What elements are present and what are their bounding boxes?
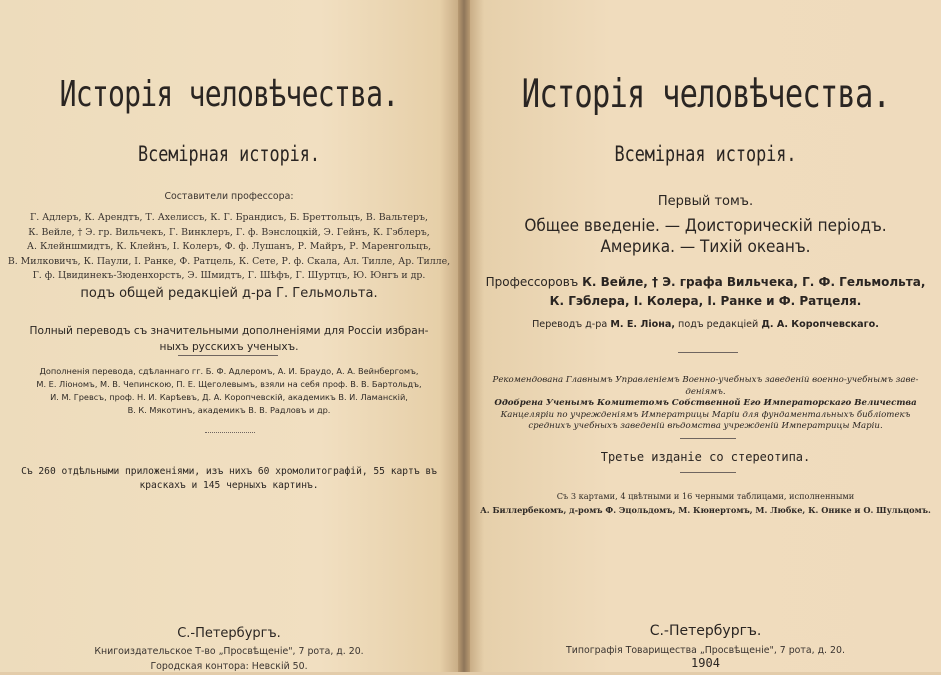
dotted-divider xyxy=(205,432,255,433)
translation-line: Полный переводъ съ значительными дополненіями для Россіи избран- xyxy=(29,325,429,337)
recommendation-line: Рекомендована Главнымъ Управленіемъ Военно-учебныхъ заведеній военно-учебнымъ заве- xyxy=(492,375,919,385)
appendix-line: краскахъ и 145 черныхъ картинъ. xyxy=(139,480,319,491)
appendix-line: Съ 260 отдѣльными приложеніями, изъ нихъ 60 хромолитографій, 55 картъ въ xyxy=(21,466,437,477)
divider xyxy=(178,355,278,356)
translation-mid: подъ редакціей xyxy=(678,319,759,330)
translator-line xyxy=(470,319,941,330)
recommendation-line: Канцеляріи по учрежденіямъ Императрицы Маріи для фундаментальныхъ библіотекъ xyxy=(500,409,911,420)
translation-editor: Д. А. Коропчевскаго. xyxy=(761,319,879,330)
volume-label: Первый томъ. xyxy=(657,194,754,209)
office-line: Городская контора: Невскій 50. xyxy=(150,661,308,672)
right-page xyxy=(470,0,941,672)
appendix-note xyxy=(0,465,458,493)
translation-note xyxy=(0,323,458,355)
compilers-line: А. Клейншмидтъ, К. Клейнъ, I. Колеръ, Ф. ф. Лушанъ, Р. Майръ, Р. Маренгольцъ, xyxy=(26,241,432,253)
compilers-heading: Составители профессора: xyxy=(164,191,294,202)
divider xyxy=(680,438,736,439)
printer-line: Типографія Товарищества „Просвѣщеніе", 7 рота, д. 20. xyxy=(566,645,845,656)
right-subtitle: Всемірная исторія. xyxy=(614,142,797,166)
recommendation-line: деніямъ. xyxy=(685,386,726,397)
compilers-list xyxy=(0,211,458,284)
compilers-line: Г. Адлеръ, К. Арендтъ, Т. Ахелиссъ, К. Г. Брандисъ, Б. Бреттольцъ, В. Вальтеръ, xyxy=(30,212,428,223)
recommendation-line: среднихъ учебныхъ заведеній вѣдомства учрежденій Императрицы Маріи. xyxy=(528,421,883,431)
left-page xyxy=(0,0,458,672)
translator-name: М. Е. Ліона, xyxy=(610,319,675,330)
left-city: С.-Петербургъ. xyxy=(177,626,281,641)
translation-prefix: Переводъ д-ра xyxy=(532,319,608,330)
divider xyxy=(678,352,738,353)
maps-line: Съ 3 картами, 4 цвѣтными и 16 черными таблицами, исполненными xyxy=(556,491,855,501)
book-gutter xyxy=(458,0,470,672)
contents-line: Общее введеніе. — Доисторическій періодъ. xyxy=(524,216,887,236)
left-subtitle: Всемірная исторія. xyxy=(137,142,321,166)
right-city: С.-Петербургъ. xyxy=(649,623,762,639)
additions-note xyxy=(0,365,458,417)
additions-line: Дополненія перевода, сдѣланнаго гг. Б. Ф. Адлеромъ, А. И. Браудо, А. А. Вейнбергомъ, xyxy=(39,366,419,376)
publication-year: 1904 xyxy=(691,656,720,670)
contents-block xyxy=(494,216,918,258)
divider xyxy=(680,472,736,473)
authors-line: К. Вейле, † Э. графа Вильчека, Г. Ф. Гельмольта, xyxy=(582,275,926,289)
authors-line: К. Гэблера, I. Колера, I. Ранке и Ф. Ратцеля. xyxy=(549,294,862,308)
compilers-line: В. Милковичъ, К. Паули, I. Ранке, Ф. Ратцель, К. Сете, Р. ф. Скала, Ал. Тилле, Ар. Тилле, xyxy=(7,255,451,267)
compilers-line: К. Вейле, † Э. гр. Вильчекъ, Г. Винклеръ, Г. ф. Вэнслоцкій, Э. Гейнъ, К. Гэблеръ, xyxy=(28,226,430,238)
editor-line: подъ общей редакціей д-ра Г. Гельмольта. xyxy=(80,286,378,301)
maps-line: А. Биллербекомъ, д-ромъ Ф. Эцольдомъ, М. Кюнертомъ, М. Любке, К. Онике и О. Шульцомъ. xyxy=(480,505,931,515)
edition-label: Третье изданіе со стереотипа. xyxy=(600,450,811,464)
authors-block xyxy=(470,273,941,311)
recommendation-line: Одобрена Ученымъ Комитетомъ Собственной Его Императорскаго Величества xyxy=(494,398,917,408)
maps-block xyxy=(470,489,941,517)
recommendation-block xyxy=(470,375,941,433)
publisher-line: Книгоиздательское Т-во „Просвѣщеніе", 7 рота, д. 20. xyxy=(94,646,364,657)
contents-line: Америка. — Тихій океанъ. xyxy=(600,237,811,257)
additions-line: И. М. Гревсъ, проф. Н. И. Карѣевъ, Д. А. Коропчевскій, академикъ В. И. Ламанскій, xyxy=(50,392,408,402)
compilers-line: Г. ф. Цвидинекъ-Зюденхорстъ, Э. Шмидтъ, Г. Шѣфъ, Г. Шуртцъ, Ю. Юнгъ и др. xyxy=(32,270,426,282)
left-title: Исторія человѣчества. xyxy=(59,74,399,115)
authors-prefix: Профессоровъ xyxy=(485,275,579,289)
additions-line: М. Е. Ліономъ, М. В. Чепинскою, П. Е. Щеголевымъ, взяли на себя проф. В. В. Бартольдъ, xyxy=(36,379,422,389)
additions-line: В. К. Мякотинъ, академикъ В. В. Радловъ и др. xyxy=(127,405,331,415)
right-title: Исторія человѣчества. xyxy=(521,72,891,117)
translation-line: ныхъ русскихъ ученыхъ. xyxy=(159,341,299,353)
